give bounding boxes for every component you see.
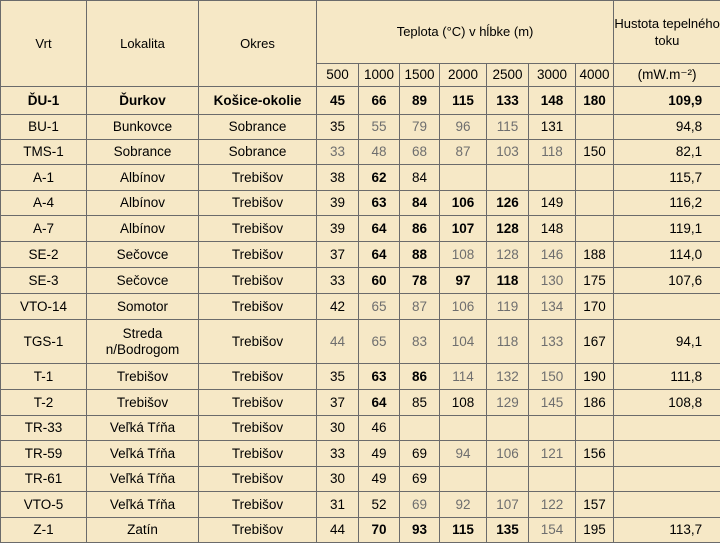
temp-cell: 118 (487, 268, 529, 294)
depth-500: 500 (317, 64, 359, 87)
lokalita-cell: Sečovce (87, 242, 199, 268)
table-row (1, 518, 720, 543)
lokalita-cell: Sečovce (87, 268, 199, 294)
temp-cell: 84 (400, 165, 440, 191)
temp-cell: 146 (529, 242, 576, 268)
flux-cell: 119,1 (614, 216, 720, 242)
lokalita-cell: Veľká Tŕňa (87, 441, 199, 467)
temp-cell (576, 191, 614, 216)
flux-cell: 109,9 (614, 87, 720, 115)
temp-cell: 84 (400, 191, 440, 216)
depth-1000: 1000 (359, 64, 400, 87)
header-lokalita: Lokalita (87, 1, 199, 87)
vrt-cell: TGS-1 (1, 320, 87, 364)
table-row (1, 467, 720, 492)
temp-cell (529, 416, 576, 441)
vrt-cell: VTO-14 (1, 294, 87, 320)
okres-cell: Sobrance (199, 115, 317, 140)
vrt-cell: TR-61 (1, 467, 87, 492)
temp-cell: 106 (440, 191, 487, 216)
temp-cell: 118 (487, 320, 529, 364)
temp-cell: 87 (440, 140, 487, 165)
header-hustota: Hustota tepelného toku (614, 1, 720, 64)
depth-2000: 2000 (440, 64, 487, 87)
vrt-cell: BU-1 (1, 115, 87, 140)
okres-cell: Trebišov (199, 191, 317, 216)
temp-cell: 65 (359, 320, 400, 364)
temp-cell: 132 (487, 364, 529, 390)
okres-cell: Trebišov (199, 518, 317, 543)
okres-cell: Trebišov (199, 390, 317, 416)
temp-cell: 79 (400, 115, 440, 140)
flux-cell: 108,8 (614, 390, 720, 416)
flux-cell (614, 467, 720, 492)
table-row (1, 191, 720, 216)
vrt-cell: ĎU-1 (1, 87, 87, 115)
lokalita-cell: Albínov (87, 191, 199, 216)
temp-cell: 186 (576, 390, 614, 416)
temp-cell: 150 (529, 364, 576, 390)
depth-3000: 3000 (529, 64, 576, 87)
vrt-cell: TR-59 (1, 441, 87, 467)
temp-cell: 65 (359, 294, 400, 320)
temp-cell: 133 (529, 320, 576, 364)
temp-cell: 52 (359, 492, 400, 518)
flux-cell: 111,8 (614, 364, 720, 390)
temp-cell: 134 (529, 294, 576, 320)
table-row (1, 390, 720, 416)
temp-cell: 126 (487, 191, 529, 216)
temp-cell: 130 (529, 268, 576, 294)
temp-cell: 131 (529, 115, 576, 140)
okres-cell: Trebišov (199, 364, 317, 390)
temp-cell (440, 165, 487, 191)
temp-cell: 42 (317, 294, 359, 320)
temp-cell: 157 (576, 492, 614, 518)
depth-1500: 1500 (400, 64, 440, 87)
okres-cell: Trebišov (199, 268, 317, 294)
okres-cell: Trebišov (199, 165, 317, 191)
okres-cell: Trebišov (199, 216, 317, 242)
temp-cell (487, 165, 529, 191)
vrt-cell: VTO-5 (1, 492, 87, 518)
temp-cell: 69 (400, 492, 440, 518)
vrt-cell: TR-33 (1, 416, 87, 441)
temp-cell: 107 (487, 492, 529, 518)
vrt-cell: SE-2 (1, 242, 87, 268)
temp-cell: 104 (440, 320, 487, 364)
temp-cell: 60 (359, 268, 400, 294)
flux-cell (614, 294, 720, 320)
depth-4000: 4000 (576, 64, 614, 87)
temp-cell: 78 (400, 268, 440, 294)
flux-cell: 107,6 (614, 268, 720, 294)
temp-cell (576, 467, 614, 492)
temp-cell: 64 (359, 242, 400, 268)
temp-cell: 31 (317, 492, 359, 518)
lokalita-cell: Zatín (87, 518, 199, 543)
temp-cell: 88 (400, 242, 440, 268)
lokalita-cell: Veľká Tŕňa (87, 416, 199, 441)
temp-cell: 119 (487, 294, 529, 320)
temp-cell: 115 (440, 87, 487, 115)
temp-cell (576, 216, 614, 242)
temp-cell: 106 (440, 294, 487, 320)
table-row (1, 216, 720, 242)
header-okres: Okres (199, 1, 317, 87)
table-row (1, 115, 720, 140)
lokalita-cell: Trebišov (87, 390, 199, 416)
temp-cell: 96 (440, 115, 487, 140)
temp-cell: 148 (529, 87, 576, 115)
flux-cell: 114,0 (614, 242, 720, 268)
temp-cell: 108 (440, 390, 487, 416)
temp-cell: 45 (317, 87, 359, 115)
flux-cell (614, 492, 720, 518)
temp-cell: 63 (359, 364, 400, 390)
okres-cell: Trebišov (199, 320, 317, 364)
temp-cell: 121 (529, 441, 576, 467)
flux-cell: 115,7 (614, 165, 720, 191)
temp-cell: 128 (487, 216, 529, 242)
temp-cell: 35 (317, 115, 359, 140)
table-row (1, 165, 720, 191)
flux-cell (614, 441, 720, 467)
okres-cell: Sobrance (199, 140, 317, 165)
temp-cell: 107 (440, 216, 487, 242)
lokalita-cell: Streda n/Bodrogom (87, 320, 199, 364)
vrt-cell: T-1 (1, 364, 87, 390)
lokalita-cell: Veľká Tŕňa (87, 467, 199, 492)
okres-cell: Trebišov (199, 294, 317, 320)
temp-cell: 69 (400, 441, 440, 467)
temp-cell: 86 (400, 364, 440, 390)
okres-cell: Trebišov (199, 492, 317, 518)
temp-cell: 30 (317, 416, 359, 441)
flux-cell: 94,8 (614, 115, 720, 140)
lokalita-cell: Bunkovce (87, 115, 199, 140)
header-teplota: Teplota (°C) v hĺbke (m) (317, 1, 614, 64)
temp-cell: 38 (317, 165, 359, 191)
temp-cell: 49 (359, 467, 400, 492)
table-row (1, 364, 720, 390)
flux-cell: 82,1 (614, 140, 720, 165)
temp-cell: 64 (359, 216, 400, 242)
temp-cell: 156 (576, 441, 614, 467)
okres-cell: Trebišov (199, 467, 317, 492)
temp-cell: 30 (317, 467, 359, 492)
header-unit: (mW.m⁻²) (614, 64, 720, 87)
temp-cell: 37 (317, 242, 359, 268)
temp-cell: 69 (400, 467, 440, 492)
temp-cell: 108 (440, 242, 487, 268)
temp-cell: 39 (317, 191, 359, 216)
temp-cell: 188 (576, 242, 614, 268)
temp-cell: 106 (487, 441, 529, 467)
temp-cell: 154 (529, 518, 576, 543)
temp-cell: 63 (359, 191, 400, 216)
temp-cell: 44 (317, 518, 359, 543)
okres-cell: Trebišov (199, 242, 317, 268)
temp-cell: 167 (576, 320, 614, 364)
temp-cell: 135 (487, 518, 529, 543)
temp-cell: 180 (576, 87, 614, 115)
temp-cell (440, 467, 487, 492)
temp-cell: 49 (359, 441, 400, 467)
temp-cell: 85 (400, 390, 440, 416)
temp-cell: 103 (487, 140, 529, 165)
temp-cell: 62 (359, 165, 400, 191)
vrt-cell: SE-3 (1, 268, 87, 294)
vrt-cell: A-7 (1, 216, 87, 242)
table-row (1, 242, 720, 268)
temp-cell (487, 467, 529, 492)
vrt-cell: A-4 (1, 191, 87, 216)
temp-cell (400, 416, 440, 441)
table-row (1, 492, 720, 518)
temp-cell: 175 (576, 268, 614, 294)
temp-cell (487, 416, 529, 441)
vrt-cell: T-2 (1, 390, 87, 416)
temp-cell: 70 (359, 518, 400, 543)
depth-2500: 2500 (487, 64, 529, 87)
temp-cell: 37 (317, 390, 359, 416)
lokalita-cell: Trebišov (87, 364, 199, 390)
temp-cell: 87 (400, 294, 440, 320)
lokalita-cell: Veľká Tŕňa (87, 492, 199, 518)
temp-cell (576, 165, 614, 191)
temp-cell: 190 (576, 364, 614, 390)
flux-cell (614, 416, 720, 441)
temp-cell: 149 (529, 191, 576, 216)
temp-cell: 44 (317, 320, 359, 364)
temp-cell: 33 (317, 441, 359, 467)
temp-cell: 115 (440, 518, 487, 543)
flux-cell: 113,7 (614, 518, 720, 543)
temp-cell: 92 (440, 492, 487, 518)
temp-cell: 118 (529, 140, 576, 165)
flux-cell: 94,1 (614, 320, 720, 364)
temp-cell: 170 (576, 294, 614, 320)
temp-cell (576, 416, 614, 441)
temp-cell: 115 (487, 115, 529, 140)
temp-cell: 33 (317, 268, 359, 294)
table-row (1, 268, 720, 294)
okres-cell: Trebišov (199, 416, 317, 441)
lokalita-cell: Albínov (87, 165, 199, 191)
temp-cell: 122 (529, 492, 576, 518)
temp-cell: 48 (359, 140, 400, 165)
table-row (1, 140, 720, 165)
flux-cell: 116,2 (614, 191, 720, 216)
temp-cell: 35 (317, 364, 359, 390)
table-row (1, 416, 720, 441)
lokalita-cell: Somotor (87, 294, 199, 320)
temp-cell (576, 115, 614, 140)
temp-cell: 148 (529, 216, 576, 242)
temp-cell (440, 416, 487, 441)
temp-cell: 128 (487, 242, 529, 268)
table-row (1, 87, 720, 115)
temp-cell: 33 (317, 140, 359, 165)
temp-cell: 55 (359, 115, 400, 140)
vrt-cell: TMS-1 (1, 140, 87, 165)
temp-cell: 133 (487, 87, 529, 115)
temp-cell: 114 (440, 364, 487, 390)
okres-cell: Košice-okolie (199, 87, 317, 115)
temp-cell: 39 (317, 216, 359, 242)
temp-cell: 86 (400, 216, 440, 242)
vrt-cell: A-1 (1, 165, 87, 191)
okres-cell: Trebišov (199, 441, 317, 467)
temp-cell: 195 (576, 518, 614, 543)
temp-cell: 150 (576, 140, 614, 165)
lokalita-cell: Ďurkov (87, 87, 199, 115)
temp-cell: 97 (440, 268, 487, 294)
header-vrt: Vrt (1, 1, 87, 87)
table-row (1, 294, 720, 320)
temp-cell: 129 (487, 390, 529, 416)
lokalita-cell: Sobrance (87, 140, 199, 165)
table-row (1, 320, 720, 364)
temp-cell: 68 (400, 140, 440, 165)
temp-cell: 64 (359, 390, 400, 416)
temp-cell (529, 467, 576, 492)
temp-cell: 46 (359, 416, 400, 441)
table-row (1, 441, 720, 467)
temp-cell: 83 (400, 320, 440, 364)
lokalita-cell: Albínov (87, 216, 199, 242)
temp-cell (529, 165, 576, 191)
vrt-cell: Z-1 (1, 518, 87, 543)
temp-cell: 89 (400, 87, 440, 115)
temp-cell: 66 (359, 87, 400, 115)
temp-cell: 93 (400, 518, 440, 543)
temp-cell: 145 (529, 390, 576, 416)
temp-cell: 94 (440, 441, 487, 467)
